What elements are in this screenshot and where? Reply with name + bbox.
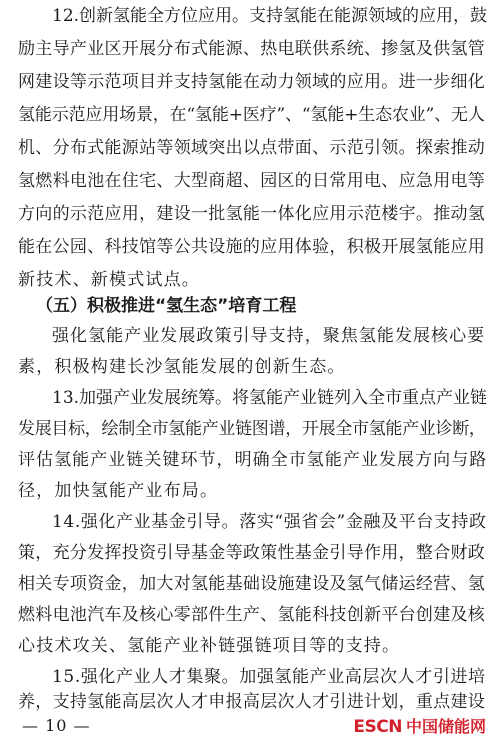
paragraph-line: 方向的示范应用，建设一批氢能一体化应用示范楼宇。推动氢 [18, 204, 486, 224]
watermark-text: 中国储能网 [405, 717, 486, 736]
paragraph-line: 心技术攻关、氢能产业补链强链项目等的支持。 [18, 636, 401, 656]
watermark-logo: ESCN [353, 717, 402, 737]
paragraph-line: 发展目标，绘制全市氢能产业链图谱，开展全市氢能产业诊断， [18, 419, 486, 439]
watermark [353, 714, 486, 737]
paragraph-line: 机、分布式能源站等领域突出以点带面、示范引领。探索推动 [18, 138, 486, 158]
paragraph-line: 策，充分发挥投资引导基金等政策性基金引导作用，整合财政 [18, 543, 486, 563]
paragraph-line: 相关专项资金，加大对氢能基础设施建设及氢气储运经营、氢 [18, 574, 486, 594]
paragraph-line: 网建设等示范项目并支持氢能在动力领域的应用。进一步细化 [18, 72, 486, 92]
page-number: — 10 — [22, 716, 91, 735]
paragraph-line: 强化氢能产业发展政策引导支持，聚焦氢能发展核心要 [52, 326, 486, 346]
paragraph-line: 氢能示范应用场景，在“氢能+医疗”、“氢能+生态农业”、无人 [18, 105, 485, 125]
paragraph-line: 励主导产业区开展分布式能源、热电联供系统、掺氢及供氢管 [18, 39, 486, 59]
paragraph-line: 新技术、新模式试点。 [18, 270, 200, 290]
paragraph-line: 14.强化产业基金引导。落实“强省会”金融及平台支持政 [52, 512, 487, 532]
paragraph-line: 燃料电池汽车及核心零部件生产、氢能科技创新平台创建及核 [18, 605, 486, 625]
paragraph-line: 氢燃料电池在住宅、大型商超、园区的日常用电、应急用电等 [18, 171, 486, 191]
paragraph-line: 能在公园、科技馆等公共设施的应用体验，积极开展氢能应用 [18, 237, 486, 257]
paragraph-line: 评估氢能产业链关键环节，明确全市氢能产业发展方向与路 [18, 450, 488, 470]
section-heading: （五）积极推进“氢生态”培育工程 [36, 296, 297, 316]
paragraph-line: 养，支持氢能高层次人才申报高层次人才引进计划，重点建设 [18, 692, 486, 712]
paragraph-line: 13.加强产业发展统筹。将氢能产业链列入全市重点产业链 [52, 388, 488, 408]
paragraph-line: 12.创新氢能全方位应用。支持氢能在能源领域的应用，鼓 [52, 6, 488, 26]
paragraph-line: 15.强化产业人才集聚。加强氢能产业高层次人才引进培 [52, 667, 486, 687]
paragraph-line: 径，加快氢能产业布局。 [18, 481, 219, 501]
paragraph-line: 素，积极构建长沙氢能发展的创新生态。 [18, 357, 346, 377]
